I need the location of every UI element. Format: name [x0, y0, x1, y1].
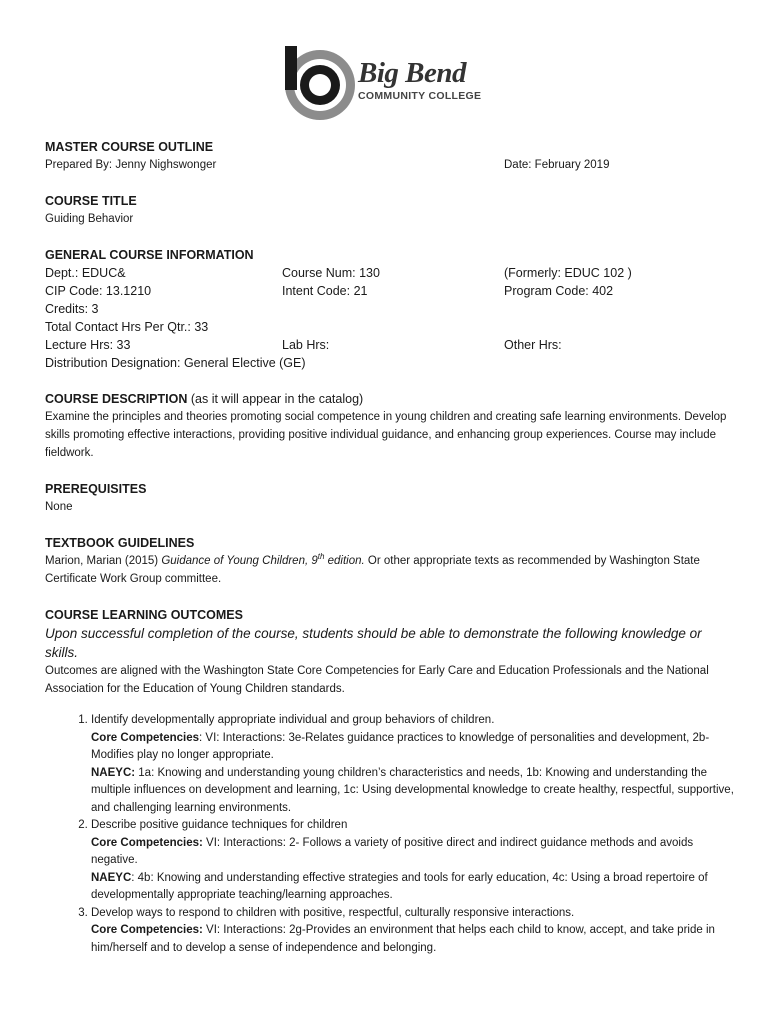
outcome-naeyc	[91, 870, 735, 905]
outcome-naeyc	[91, 765, 735, 818]
textbook-title: Guidance of Young Children, 9	[161, 555, 318, 567]
intent-code: Intent Code: 21	[282, 284, 368, 298]
course-title-heading: COURSE TITLE	[45, 194, 137, 208]
textbook-text	[45, 552, 735, 588]
cc-text: VI: Interactions: 2- Follows a variety of positive direct and indirect guidance methods and avoids negative.	[91, 836, 694, 866]
textbook-author: Marion, Marian (2015)	[45, 555, 162, 567]
textbook-heading: TEXTBOOK GUIDELINES	[45, 536, 195, 550]
lecture-hours: Lecture Hrs: 33	[45, 338, 131, 352]
credits: Credits: 3	[45, 302, 99, 316]
outcomes-section	[45, 606, 735, 957]
dept: Dept.: EDUC&	[45, 266, 126, 280]
cc-label: Core Competencies:	[91, 924, 203, 936]
distribution-designation: Distribution Designation: General Elective (GE)	[45, 356, 306, 370]
logo-wordmark	[358, 58, 481, 102]
list-item	[91, 712, 735, 817]
outcome-core-competencies	[91, 835, 735, 870]
naeyc-label: NAEYC	[91, 871, 132, 884]
outcome-text: 1. Identify developmentally appropriate individual and group behaviors of children.	[91, 714, 495, 726]
outcome-core-competencies	[91, 730, 735, 765]
naeyc-label: NAEYC:	[91, 766, 136, 779]
document-title: MASTER COURSE OUTLINE	[45, 140, 214, 154]
lab-hours: Lab Hrs:	[282, 338, 330, 352]
outcome-text: 3. Develop ways to respond to children with positive, respectful, culturally responsive interactions.	[91, 906, 575, 919]
contact-hours: Total Contact Hrs Per Qtr.: 33	[45, 320, 209, 334]
cc-text: : VI: Interactions: 3e-Relates guidance practices to knowledge of personalities and development, 2b-Modifies play no longer appropriate.	[91, 731, 710, 761]
course-num: Course Num: 130	[282, 266, 380, 280]
textbook-rest: Or other appropriate texts as recommended by Washington State Certificate Work Group committee.	[45, 555, 700, 585]
outcome-core-competencies	[91, 922, 735, 957]
program-code: Program Code: 402	[504, 284, 614, 298]
textbook-edition: edition.	[324, 555, 365, 567]
outcomes-list	[45, 712, 735, 957]
formerly: (Formerly: EDUC 102 )	[504, 266, 632, 280]
general-info-section	[45, 246, 735, 372]
prepared-by: Prepared By: Jenny Nighswonger	[45, 159, 217, 171]
course-outline-document	[45, 138, 735, 957]
prerequisites-value: None	[45, 501, 73, 513]
outcomes-aligned: Outcomes are aligned with the Washington State Core Competencies for Early Care and Education Professionals and the National Association for the Education of Young Children standards.	[45, 665, 709, 695]
cc-label: Core Competencies	[91, 731, 200, 744]
course-title-value: Guiding Behavior	[45, 213, 134, 225]
cip-code: CIP Code: 13.1210	[45, 284, 152, 298]
naeyc-text: : 4b: Knowing and understanding effective strategies and tools for early education, 4c: Using a broad repertoire of developmentally appropriate teaching/learning approaches.	[91, 871, 708, 901]
list-item	[91, 817, 735, 905]
logo-name: Big Bend	[358, 57, 466, 89]
textbook-sup: th	[317, 552, 325, 562]
description-text: Examine the principles and theories promoting social competence in young children and creating safe learning environments. Develop skills promoting effective interactions, providing positive individual guidance, and enhancing group experiences. Course may include fieldwork.	[45, 411, 727, 459]
outcomes-intro: Upon successful completion of the course, students should be able to demonstrate the following knowledge or skills.	[45, 626, 702, 660]
description-section	[45, 390, 735, 462]
general-info-heading: GENERAL COURSE INFORMATION	[45, 248, 254, 262]
description-heading: COURSE DESCRIPTION	[45, 392, 188, 406]
prerequisites-section	[45, 480, 735, 516]
prepared-row	[45, 156, 735, 174]
cc-label: Core Competencies:	[91, 836, 203, 849]
list-item	[91, 905, 735, 958]
outcomes-heading: COURSE LEARNING OUTCOMES	[45, 608, 243, 622]
cc-text: VI: Interactions: 2g-Provides an environment that helps each child to know, accept, and take pride in him/herself and to develop a sense of independence and belonging.	[91, 924, 715, 954]
document-date: Date: February 2019	[504, 159, 610, 171]
textbook-section	[45, 534, 735, 588]
logo-mark-icon	[282, 44, 362, 122]
logo-subtitle: COMMUNITY COLLEGE	[358, 90, 482, 102]
other-hours: Other Hrs:	[504, 338, 562, 352]
prerequisites-heading: PREREQUISITES	[45, 482, 147, 496]
outcome-text: 2. Describe positive guidance techniques for children	[91, 819, 348, 831]
description-heading-note: (as it will appear in the catalog)	[190, 392, 364, 406]
naeyc-text: 1a: Knowing and understanding young children’s characteristics and needs, 1b: Knowing and understanding the multiple influences on development and learning, 1c: Using developmental knowledge to create healthy, respectful, supportive, and challenging learning environments.	[91, 766, 734, 814]
